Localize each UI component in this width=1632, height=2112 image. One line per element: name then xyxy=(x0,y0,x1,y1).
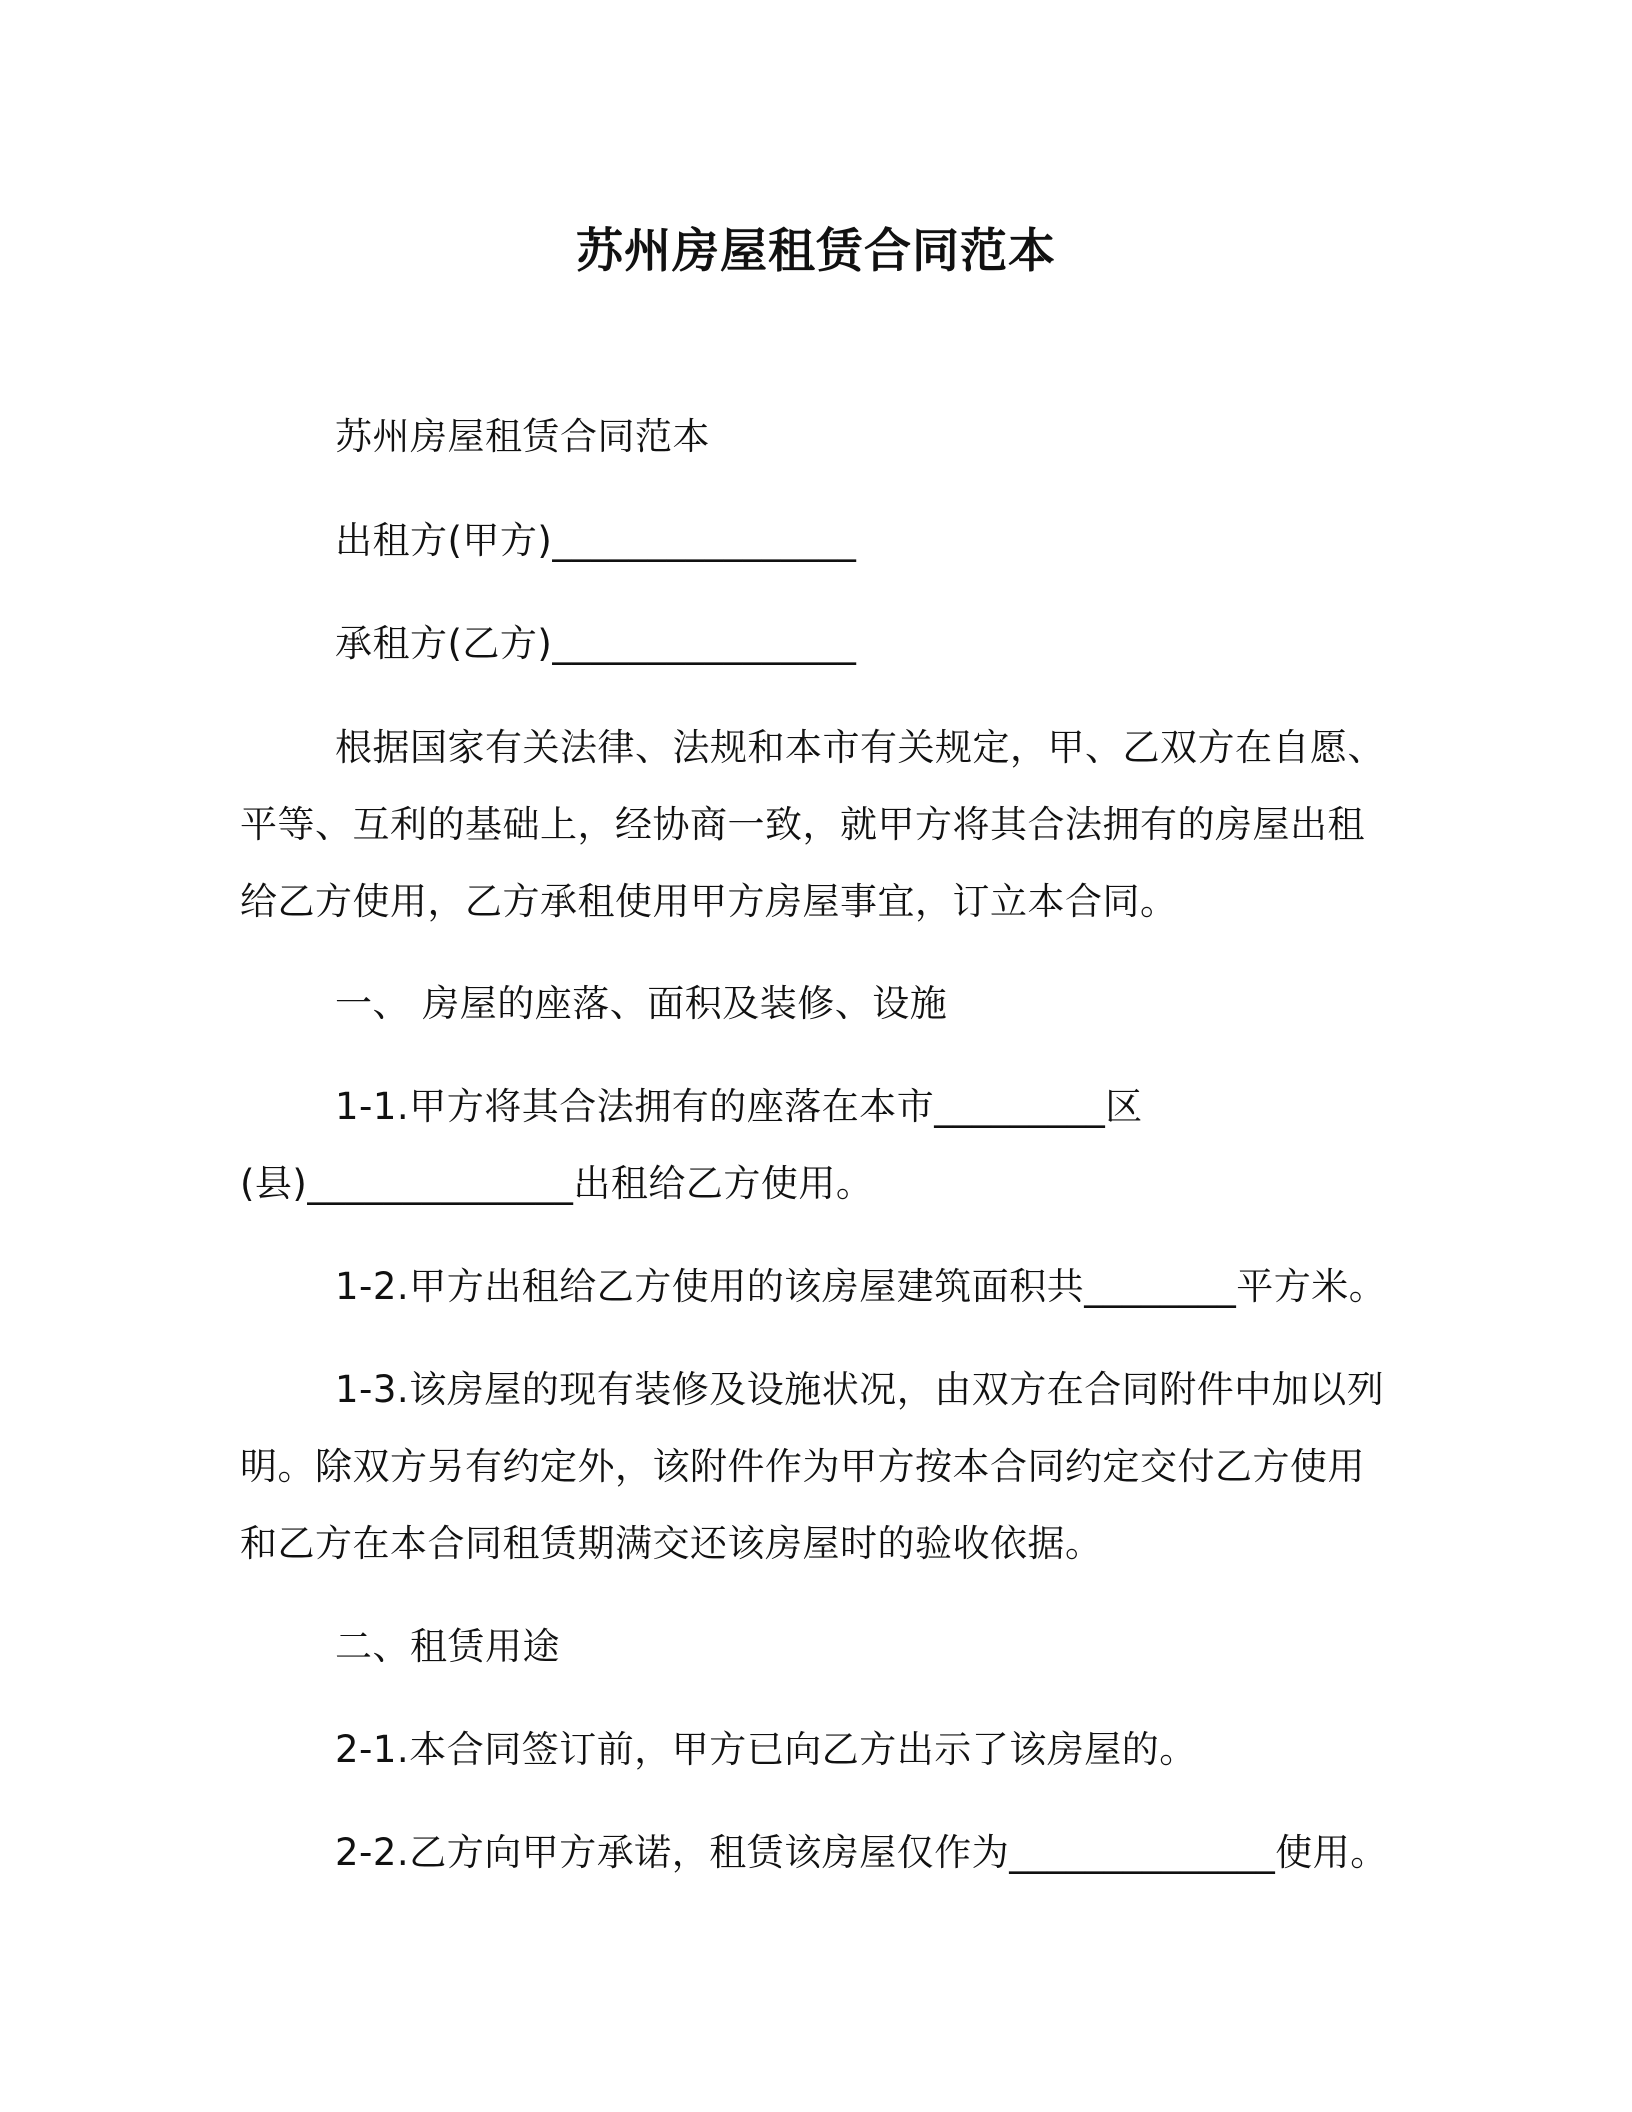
clause-line: (县)______________出租给乙方使用。 xyxy=(240,1162,874,1205)
clause-1-2: 1-2.甲方出租给乙方使用的该房屋建筑面积共________平方米。 xyxy=(335,1265,1387,1308)
clause-1-3 xyxy=(240,1351,1384,1582)
clause-line: 明。除双方另有约定外，该附件作为甲方按本合同约定交付乙方使用 xyxy=(240,1445,1365,1488)
clause-line: 和乙方在本合同租赁期满交还该房屋时的验收依据。 xyxy=(240,1522,1103,1565)
preamble-line: 平等、互利的基础上，经协商一致，就甲方将其合法拥有的房屋出租 xyxy=(240,803,1365,846)
preamble-line: 根据国家有关法律、法规和本市有关规定，甲、乙双方在自愿、 xyxy=(335,726,1385,769)
clause-1-1 xyxy=(240,1068,1143,1222)
clause-line: 1-1.甲方将其合法拥有的座落在本市_________区 xyxy=(335,1085,1143,1128)
section-2-heading: 二、租赁用途 xyxy=(335,1625,560,1668)
preamble-line: 给乙方使用，乙方承租使用甲方房屋事宜，订立本合同。 xyxy=(240,880,1178,923)
lessor-line: 出租方(甲方)________________ xyxy=(335,519,857,562)
lessee-line: 承租方(乙方)________________ xyxy=(335,622,857,665)
clause-line: 1-3.该房屋的现有装修及设施状况，由双方在合同附件中加以列 xyxy=(335,1368,1385,1411)
document-subtitle: 苏州房屋租赁合同范本 xyxy=(335,415,710,458)
document-title: 苏州房屋租赁合同范本 xyxy=(576,224,1056,279)
section-1-heading: 一、 房屋的座落、面积及装修、设施 xyxy=(335,982,948,1025)
clause-2-1: 2-1.本合同签订前，甲方已向乙方出示了该房屋的。 xyxy=(335,1728,1197,1771)
preamble-paragraph xyxy=(240,709,1385,940)
clause-2-2: 2-2.乙方向甲方承诺，租赁该房屋仅作为______________使用。 xyxy=(335,1831,1388,1874)
